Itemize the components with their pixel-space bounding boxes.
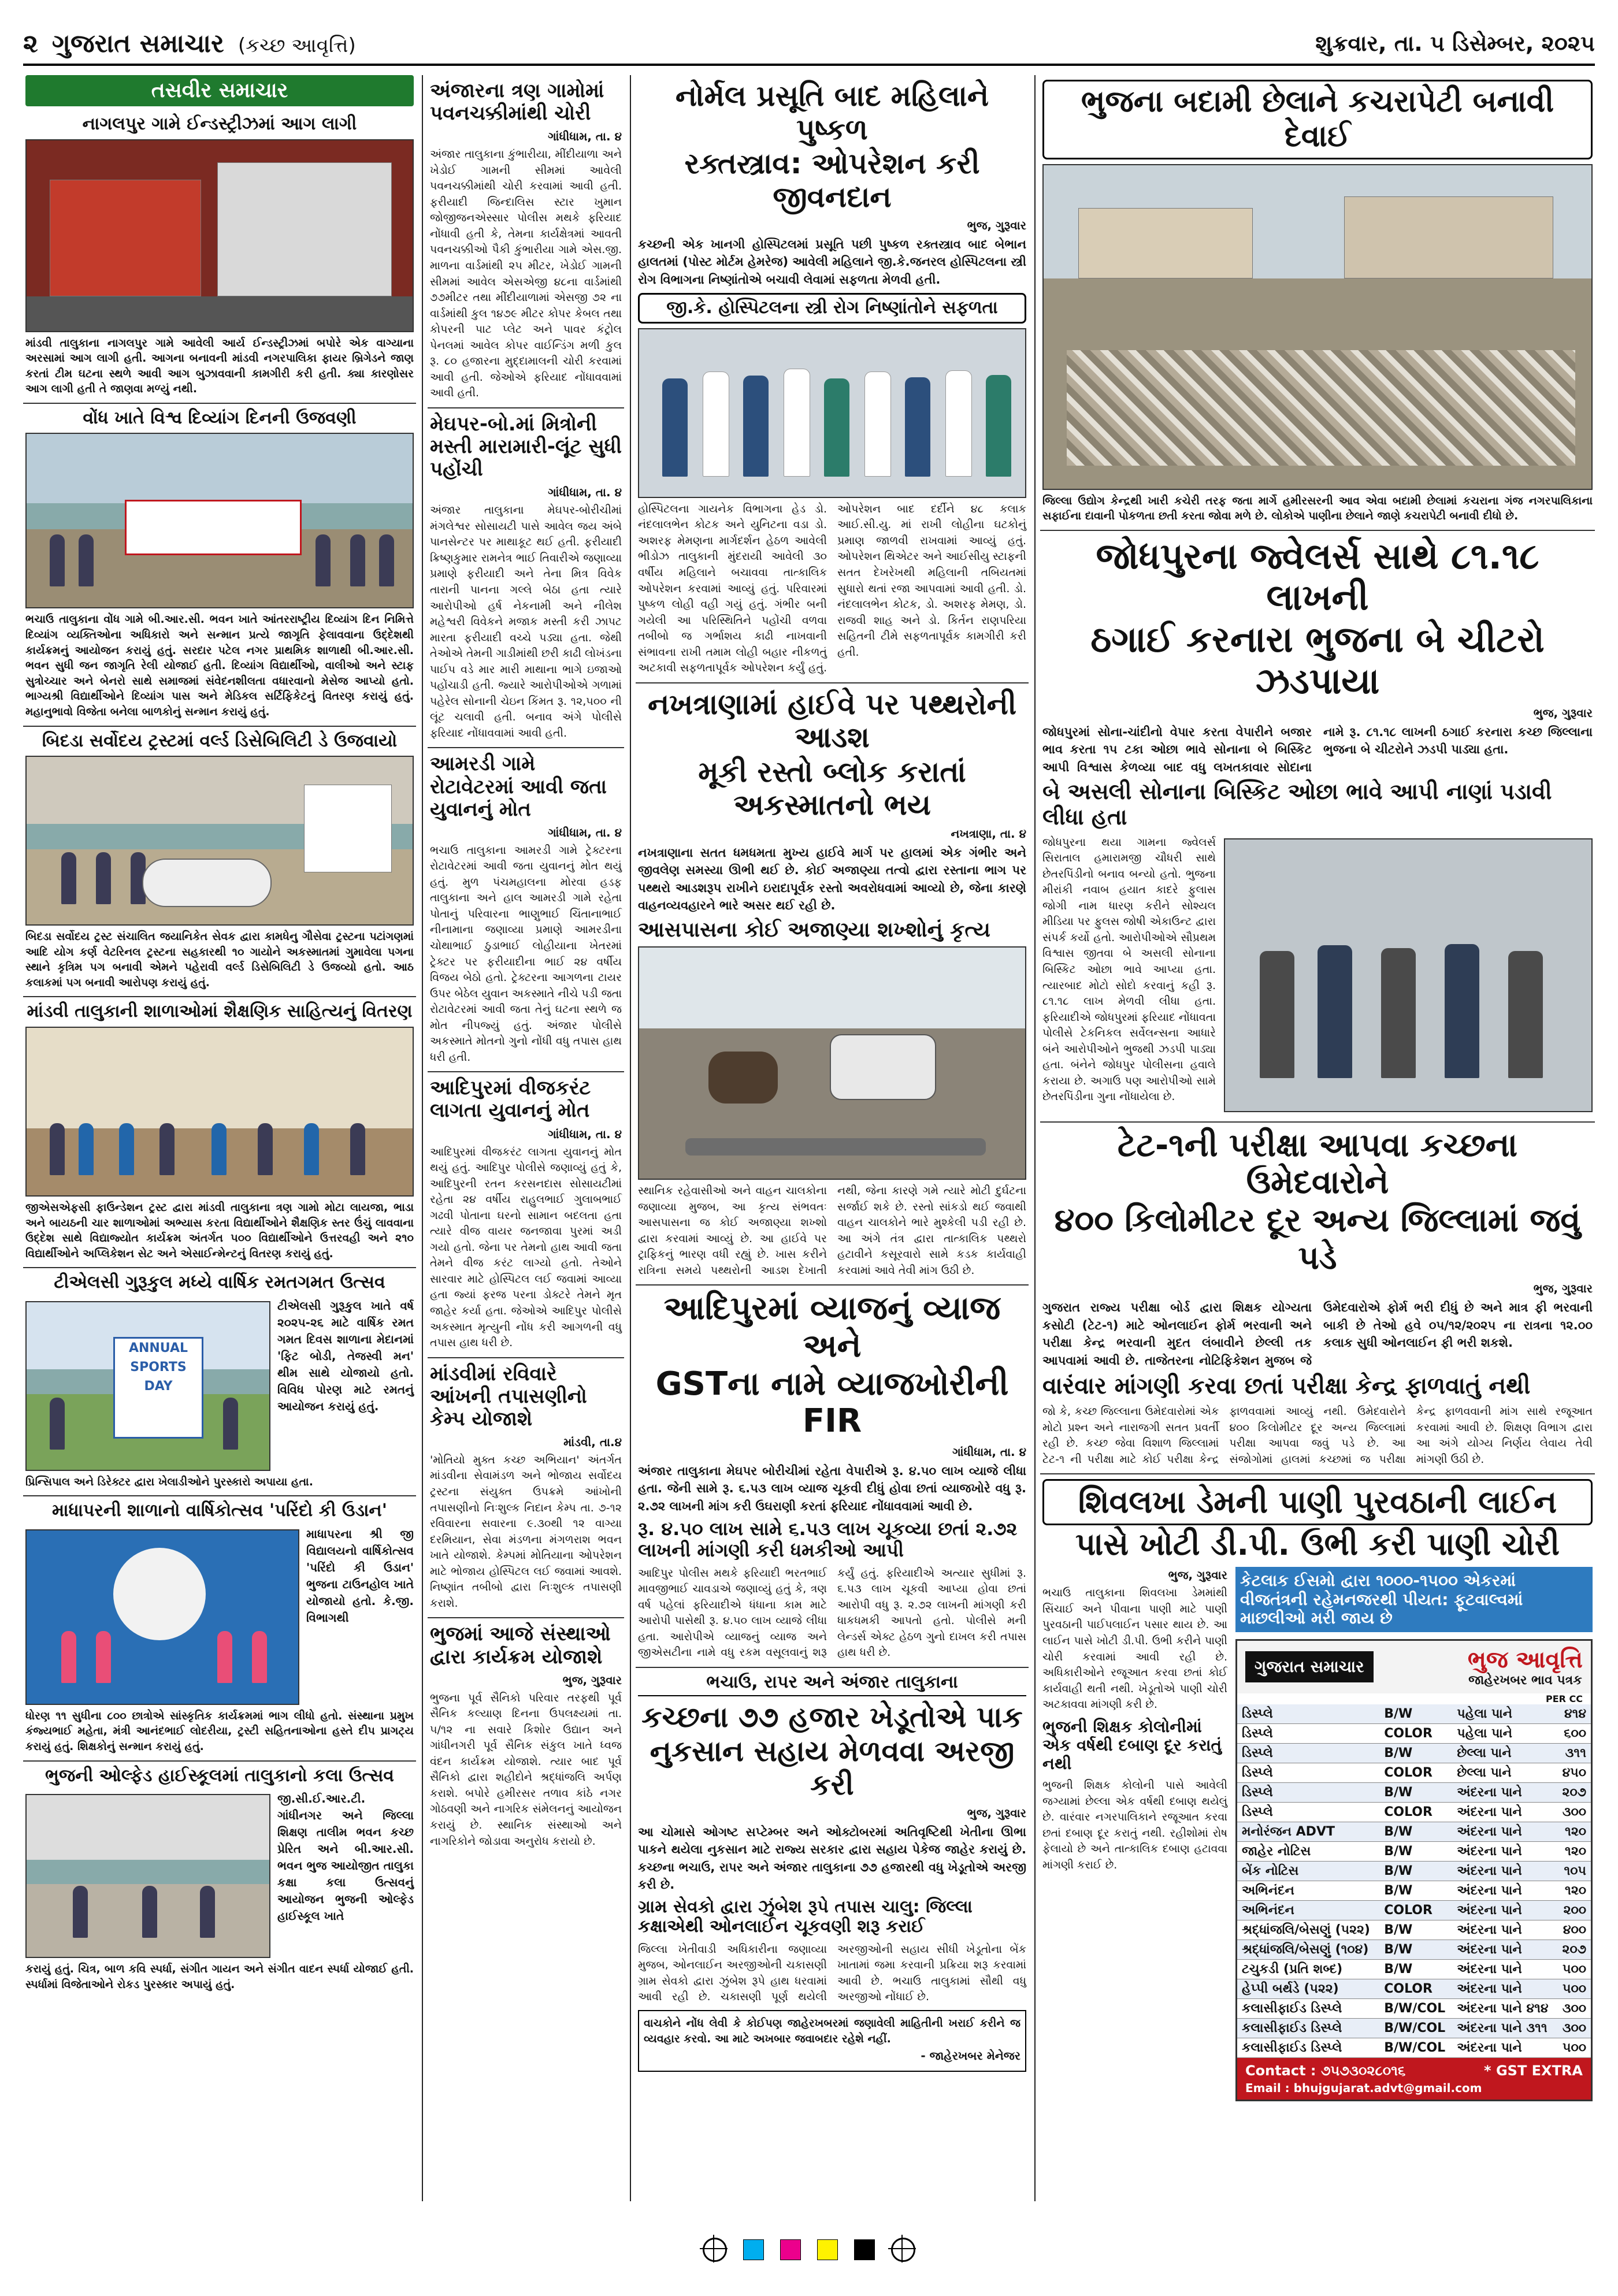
- rate-price: ૫૦૦: [1557, 1959, 1591, 1979]
- rate-position: અંદરના પાને: [1452, 1959, 1556, 1979]
- rate-row: [1237, 2038, 1591, 2057]
- headline: ભુજની ઓલ્ફેડ હાઈસ્કૂલમાં તાલુકાનો કલા ઉત્સવ: [45, 1765, 394, 1786]
- headline: આદિપુરમાં વીજકરંટ લાગતા યુવાનનું મોત: [430, 1076, 591, 1123]
- sports-photo: [25, 1301, 270, 1471]
- edition-label: (કચ્છ આવૃત્તિ): [237, 34, 356, 57]
- rate-price: ૪૦૦: [1557, 1920, 1591, 1940]
- lead-text: અંજાર તાલુકાના મેઘપર બોરીચીમાં રહેતા વેપારીએ રૂ. ૪.૫૦ લાખ વ્યાજે લીધા હતા. જેની સામે રૂ. ૬.૫૩ લાખ વ્યાજ ચૂકવી દીધું હોવા છતાં વ્યાજખોરે વધુ રૂ. ૨.૭૨ લાખની માંગ કરી ઉઘરાણી કરતાં ફરિયાદ નોંધાવવામાં આવી છે.: [638, 1463, 1026, 1513]
- dateline: ભુજ, ગુરૂવાર: [967, 1806, 1026, 1820]
- print-registration-strip: [23, 2227, 1595, 2273]
- subheadline: બે અસલી સોનાના બિસ્કિટ ઓછા ભાવે આપી નાણાં પડાવી લીધા હતા: [1042, 779, 1552, 830]
- caption: પ્રિન્સિપાલ અને ડિરેક્ટર દ્વારા ખેલાડીઓને પુરસ્કારો અપાયા હતા.: [25, 1475, 313, 1488]
- lead-text: ગુજરાત રાજ્ય પરીક્ષા બોર્ડ દ્વારા શિક્ષક યોગ્યતા કસોટી (ટેટ-૧) માટે ઓનલાઈન ફોર્મ ભરવાની અને પરીક્ષા કેન્દ્ર ભરવાની મુદત લંબાવીને છેલ્લી તક આપવામાં આવી છે. તાજેતરના નોટિફિકેશન મુજબ જે ઉમેદવારોએ ફોર્મ ભરી દીધું છે અને માત્ર ફી ભરવાની બાકી છે તેઓ હવે ૦૫/૧૨/૨૦૨૫ ના રાત્રના ૧૨.૦૦ કલાક સુધી ઓનલાઈન ફી ભરી શકશે.: [1042, 1301, 1593, 1368]
- rate-price: ૧૦૫: [1557, 1861, 1591, 1881]
- lead-text: નખત્રાણાના સતત ધમધમતા મુખ્ય હાઈવે માર્ગ પર હાલમાં એક ગંભીર અને જીવલેણ સમસ્યા ઊભી થઈ છે. કોઈ અજાણ્યા તત્વો દ્વારા રસ્તાના ભાગ પર પથ્થરો આડશરૂપ રાખીને ઇરાદાપૂર્વક રસ્તો અવરોધવામાં આવ્યો છે, જેના કારણે વાહનવ્યવહારને ભારે અસર થઈ રહી છે.: [638, 845, 1026, 913]
- rate-category: ડિસ્પ્લે: [1237, 1704, 1379, 1724]
- dateline: ભુજ, ગુરૂવાર: [1168, 1568, 1227, 1582]
- rate-position: અંદરના પાને: [1452, 1782, 1556, 1802]
- rate-category: મનોરંજન ADVT: [1237, 1822, 1379, 1841]
- rate-card-subtitle: જાહેરખબર ભાવ પત્રક: [1468, 1673, 1582, 1688]
- rate-type: B/W/COL: [1379, 1998, 1452, 2018]
- rate-row: [1237, 1861, 1591, 1881]
- rally-photo: [25, 433, 414, 608]
- headline: અંજારના ત્રણ ગામોમાં પવનચક્કીમાંથી ચોરી: [430, 79, 604, 125]
- headline: રક્તસ્ત્રાવ: ઓપરેશન કરી જીવનદાન: [684, 147, 980, 214]
- article-cow-prosthetic: [23, 727, 416, 998]
- headline: ભુજના બદામી છેલાને કચરાપેટી બનાવી દેવાઈ: [1042, 80, 1593, 159]
- masthead: [23, 23, 1595, 66]
- dateline: ગાંધીધામ, તા. ૪: [548, 825, 622, 839]
- rate-position: અંદરના પાને: [1452, 1861, 1556, 1881]
- article-annual-function: [23, 1496, 416, 1761]
- gst-note: * GST EXTRA: [1484, 2062, 1583, 2079]
- rate-category: કલાસીફાઈડ ડિસ્પ્લે: [1237, 1998, 1379, 2018]
- article-school-kits: [23, 997, 416, 1268]
- headline: આમરડી ગામે રોટાવેટરમાં આવી જતા યુવાનનું મોત: [430, 752, 607, 821]
- rate-type: B/W: [1379, 1920, 1452, 1940]
- headline: મૂકી રસ્તો બ્લોક કરાતાં અકસ્માતનો ભય: [698, 755, 966, 822]
- dateline: માંડવી, તા.૪: [563, 1435, 622, 1449]
- dateline: ગાંધીધામ, તા. ૪: [548, 1127, 622, 1141]
- rate-price: ૩૦૦: [1557, 2018, 1591, 2038]
- headline: ટીએલસી ગુરૂકુલ મધ્યે વાર્ષિક રમતગમત ઉત્સવ: [54, 1272, 385, 1293]
- rate-card-logo: ગુજરાત સમાચાર: [1245, 1651, 1374, 1682]
- stage-photo: [25, 1529, 299, 1705]
- newspaper-page: [23, 23, 1595, 2273]
- rate-type: B/W: [1379, 1704, 1452, 1724]
- rate-position: અંદરના પાને: [1452, 1900, 1556, 1920]
- headline: ૪૦૦ કિલોમીટર દૂર અન્ય જિલ્લામાં જવું પડે: [1054, 1202, 1581, 1277]
- highway-photo: [638, 946, 1026, 1180]
- column-rule: [1034, 75, 1036, 2201]
- rate-type: COLOR: [1379, 1763, 1452, 1782]
- rate-price: ૩૦૦: [1557, 1998, 1591, 2018]
- rate-category: બેંક નોટિસ: [1237, 1861, 1379, 1881]
- article-body: સ્થાનિક રહેવાસીઓ અને વાહન ચાલકોના જણાવ્યા મુજબ, આ કૃત્ય સંભવતઃ આસપાસના જ કોઈ અજાણ્યા શખ્શો દ્વારા કરવામાં આવ્યું છે. આ હાઈવે પર ટ્રાફિકનું ભારણ વધી રહ્યું છે. ખાસ કરીને રાત્રિના સમયે પથ્થરોની આડશ દેખાતી નથી, જેના કારણે ગમે ત્યારે મોટી દુર્ઘટના સર્જાઈ શકે છે. રસ્તો સાંકડો થઈ જવાથી વાહન ચાલકોને ભારે મુશ્કેલી પડી રહી છે. આ અંગે તંત્ર દ્વારા તાત્કાલિક પથ્થરો હટાવીને કસૂરવારો સામે કડક કાર્યવાહી કરવામાં આવે તેવી માંગ ઉઠી છે.: [638, 1184, 1026, 1277]
- rate-type: B/W: [1379, 1743, 1452, 1763]
- headline: આદિપુરમાં વ્યાજનું વ્યાજ અને: [663, 1290, 1001, 1365]
- caption: ભચાઉ તાલુકાના વોંધ ગામે બી.આર.સી. ભવન ખાતે આંતરરાષ્ટ્રીય દિવ્યાંગ દિન નિમિત્તે દિવ્યાંગ વ્યક્તિઓના અધિકારો અને સન્માન પ્રત્યે જાગૃતિ ફેલાવવાના ઉદ્દેશથી કાર્યક્રમનું આયોજન કરાયું હતું. સરદાર પટેલ નગર પ્રાથમિક શાળાથી બી.આર.સી. ભવન સુધી જન જાગૃતિ રેલી યોજાઈ હતી. દિવ્યાંગ વિદ્યાર્થીઓ, વાલીઓ અને સ્ટાફ સુત્રોચ્ચાર અને બેનરો સાથે સમાજમાં સંવેદનશીલતા વધારવાનો મેસેજ આપ્યો હતો. ભાગ્યશ્રી વિદ્યાર્થીઓને દિવ્યાંગ પાસ અને મેડિકલ સર્ટિફિકેટનું વિતરણ કરાયું હતું. મહાનુભાવો વિજેતા બનેલા બાળકોનું સન્માન કરાયું હતું.: [25, 613, 414, 718]
- newspaper-name: ગુજરાત સમાચાર: [51, 28, 224, 58]
- photo-news-column: [23, 75, 416, 2201]
- column-rule: [422, 75, 423, 2201]
- article-water-theft: [1040, 1474, 1595, 2107]
- headline: માધાપરની શાળાનો વાર્ષિકોત્સવ 'પરિંદો કી ઉડાન': [52, 1500, 387, 1521]
- subheadline: આસપાસના કોઈ અજાણ્યા શખ્શોનું કૃત્ય: [638, 917, 990, 942]
- rate-type: COLOR: [1379, 1723, 1452, 1743]
- rate-row: [1237, 2018, 1591, 2038]
- rate-category: શ્રદ્ધાંજલિ/બેસણું (૫૨૨): [1237, 1920, 1379, 1940]
- headline: નખત્રાણામાં હાઈવે પર પથ્થરોની આડશ: [647, 687, 1017, 755]
- rate-price: ૬૦૦: [1557, 1723, 1591, 1743]
- rate-row: [1237, 1920, 1591, 1940]
- rate-category: અભિનંદન: [1237, 1881, 1379, 1900]
- dateline: ગાંધીધામ, તા. ૪: [952, 1444, 1026, 1459]
- rate-category: ડિસ્પ્લે: [1237, 1802, 1379, 1822]
- rate-row: [1237, 1881, 1591, 1900]
- rate-position: અંદરના પાને: [1452, 1979, 1556, 1998]
- rate-position: છેલ્લા પાને: [1452, 1743, 1556, 1763]
- rate-row: [1237, 1940, 1591, 1959]
- rate-row: [1237, 1900, 1591, 1920]
- caption: માંડવી તાલુકાના નાગલપુર ગામે આવેલી આર્ય ઈન્ડસ્ટ્રીઝમાં બપોરે એક વાગ્યાના અરસામાં આગ લાગી હતી. આગના બનાવની માંડવી નગરપાલિકા ફાયર બ્રિગેડને જાણ કરતાં ટીમ ઘટના સ્થળે આવી આગ બુઝાવવાની કામગીરી કરી હતી. ક્યા કારણોસર આગ લાગી હતી તે જાણવા મળ્યું નથી.: [25, 336, 414, 396]
- headline: શિવલખા ડેમની પાણી પુરવઠાની લાઈન: [1042, 1479, 1593, 1525]
- lead-text: કચ્છની એક ખાનગી હોસ્પિટલમાં પ્રસૂતિ પછી પુષ્કળ રક્તસ્ત્રાવ બાદ બેભાન હાલતમાં (પોસ્ટ મોર્ટમ હેમરેજ) આવેલી મહિલાને જી.કે.જનરલ હોસ્પિટલના સ્ત્રી રોગ વિભાગના નિષ્ણાંતોએ બચાવી લેવામાં સફળતા મેળવી હતી.: [638, 237, 1026, 287]
- contact-email: Email : bhujgujarat.advt@gmail.com: [1245, 2080, 1482, 2095]
- cow-photo: [25, 756, 414, 926]
- article-fire: [23, 110, 416, 404]
- sports-banner-text: DAY: [144, 1379, 173, 1394]
- article-disability-day: [23, 404, 416, 727]
- article-eye-camp: [428, 1358, 624, 1619]
- article-windmill-theft: [428, 75, 624, 408]
- lead-text: જોધપુરમાં સોના-ચાંદીનો વેપાર કરતા વેપારીને બજાર ભાવ કરતા ૧૫ ટકા ઓછા ભાવે સોનાના બે બિસ્કિટ આપી વિશ્વાસ કેળવ્યા બાદ વધુ લખતકાવાર સોદાના નામે રૂ. ૮૧.૧૮ લાખની ઠગાઈ કરનારા કચ્છ જિલ્લાના ભુજના બે ચીટરોને ઝડપી પાડ્યા હતા.: [1042, 725, 1593, 774]
- students-photo: [25, 1027, 414, 1197]
- rate-position: અંદરના પાને: [1452, 1802, 1556, 1822]
- headline: ટેટ-૧ની પરીક્ષા આપવા કચ્છના ઉમેદવારોને: [1117, 1126, 1518, 1202]
- rate-card-title: ભુજ આવૃત્તિ: [1467, 1646, 1583, 1673]
- rate-type: B/W: [1379, 1782, 1452, 1802]
- sports-banner-text: SPORTS: [130, 1359, 187, 1374]
- rate-price: ૫૦૦: [1557, 2038, 1591, 2057]
- article-tet-exam: [1040, 1123, 1595, 1475]
- page-number: ૨: [23, 28, 38, 58]
- article-body: આદિપુર પોલીસ મથકે ફરિયાદી ભરતભાઈ માવજીભાઈ ચાવડાએ જણાવ્યું હતું કે, ત્રણ વર્ષ પહેલાં ફરિયાદીએ ધંધાના કામ માટે આરોપી પાસેથી રૂ. ૪.૫૦ લાખ વ્યાજે લીધા હતા. આરોપીએ વ્યાજનું વ્યાજ અને જીએસટીના નામે વધુ રકમ વસૂલવાનું શરૂ કર્યું હતું. ફરિયાદીએ અત્યાર સુધીમાં રૂ. ૬.૫૩ લાખ ચૂકવી આપ્યા હોવા છતાં આરોપી વધુ રૂ. ૨.૭૨ લાખની માંગણી કરી ધાકધમકી આપતો હતો. પોલીસે મની લેન્ડર્સ એક્ટ હેઠળ ગુનો દાખલ કરી તપાસ હાથ ધરી છે.: [638, 1566, 1026, 1659]
- rate-row: [1237, 1782, 1591, 1802]
- rate-price: ૨૦૭: [1557, 1940, 1591, 1959]
- rate-type: COLOR: [1379, 1802, 1452, 1822]
- rate-unit: PER CC: [1545, 1693, 1583, 1704]
- color-swatch: [780, 2239, 801, 2260]
- rate-type: COLOR: [1379, 1900, 1452, 1920]
- article-body: ભચાઉ તાલુકાના શિવલખા ડેમમાંથી સિંચાઈ અને પીવાના પાણી માટે પાણી પુરવઠાની પાઈપલાઈન પસાર થાય છે. આ લાઈન પાસે ખોટી ડી.પી. ઉભી કરીને પાણી ચોરી કરવામાં આવી રહી છે. અધિકારીઓને રજૂઆત કરવા છતાં કોઈ કાર્યવાહી થતી નથી. ખેડૂતોએ પાણી ચોરી અટકાવવા માંગણી કરી છે.: [1042, 1587, 1227, 1711]
- caption: ધોરણ ૧૧ સુધીના ૮૦૦ છાત્રોએ સાંસ્કૃતિક કાર્યક્રમમાં ભાગ લીધો હતો. સંસ્થાના પ્રમુખ કંજ્યભાઈ મહેતા, મંત્રી આનંદભાઈ લોદરીયા, ટ્રસ્ટી સહિતનાઓના હસ્તે દીપ પ્રાગટ્ય કરાયું હતું. શિક્ષકોનું સન્માન કરાયું હતું.: [25, 1709, 414, 1753]
- dateline: ગાંધીધામ, તા. ૪: [548, 485, 622, 500]
- subheadline: વારંવાર માંગણી કરવા છતાં પરીક્ષા કેન્દ્ર ફાળવાતું નથી: [1042, 1372, 1531, 1399]
- article-friends-fight: [428, 408, 624, 748]
- rate-price: ૧૨૦: [1557, 1841, 1591, 1861]
- registration-mark-icon: [891, 2238, 915, 2262]
- registration-mark-icon: [703, 2238, 727, 2262]
- rate-category: ડિસ્પ્લે: [1237, 1723, 1379, 1743]
- article-bhuj-program: [428, 1618, 624, 1855]
- headline: ઠગાઈ કરનારા ભુજના બે ચીટરો ઝડપાયા: [1090, 618, 1545, 702]
- rate-row: [1237, 1743, 1591, 1763]
- rate-position: અંદરના પાને ૩૧૧: [1452, 2018, 1556, 2038]
- rate-position: અંદરના પાને: [1452, 1881, 1556, 1900]
- garbage-photo: [1042, 164, 1593, 490]
- dateline: ભુજ, ગુરૂવાર: [967, 218, 1026, 232]
- rate-row: [1237, 1959, 1591, 1979]
- article-body: ભુજની શિક્ષક કોલોની પાસે આવેલી જગ્યામાં છેલ્લા એક વર્ષથી દબાણ થયેલું છે. વારંવાર નગરપાલિકાને રજૂઆત કરવા છતાં દબાણ દૂર કરાતું નથી. રહીશોમાં રોષ ફેલાયો છે અને તાત્કાલિક દબાણ હટાવવા માંગણી કરાઈ છે.: [1042, 1779, 1227, 1872]
- color-swatch: [854, 2239, 875, 2260]
- article-garbage-pond: [1040, 75, 1595, 531]
- headline: મેઘપર-બો.માં મિત્રોની મસ્તી મારામારી-લૂંટ સુધી પહોંચી: [430, 412, 622, 481]
- headline: જોધપુરના જ્વેલર્સ સાથે ૮૧.૧૮ લાખની: [1096, 534, 1539, 619]
- headline: ભુજમાં આજે સંસ્થાઓ દ્વારા કાર્યક્રમ યોજાશે: [430, 1622, 611, 1669]
- article-body: ભુજના પૂર્વ સૈનિકો પરિવાર તરફથી પૂર્વ સૈનિક કલ્યાણ દિનના ઉપલક્ષ્યમાં તા. ૫/૧૨ ના સવારે કિશોર ઉદ્યાન અને ગાંધીનગરી પૂર્વ સૈનિક સંકુલ ખાતે ધ્વજ વંદન કાર્યક્રમ યોજાશે. ત્યાર બાદ પૂર્વ સૈનિકો દ્વારા શહીદોને શ્રદ્ધાંજલિ અર્પણ કરાશે. બપોરે હમીરસર તળાવ કાંઠે નગર ગોઠવણી અને નાગરિક સંમેલનનું આયોજન કરાયું છે. સ્થાનિક સંસ્થાઓ અને નાગરિકોને જોડાવા અનુરોધ કરાયો છે.: [430, 1691, 622, 1848]
- article-body: 'મોતિયો મુક્ત કચ્છ અભિયાન' અંતર્ગત માંડવીના સેવામંડળ અને ભોજાય સર્વોદય ટ્રસ્ટના સંયુક્ત ઉપક્રમે આંખોની તપાસણીનો નિઃશુલ્ક નિદાન કેમ્પ તા. ૭-૧૨ રવિવારના સવારના ૯.૩૦થી ૧૨ વાગ્યા દરમિયાન, સેવા મંડળના મંગળરાશ ભવન ખાતે યોજાશે. કેમ્પમાં મોતિયાના ઓપરેશન માટે ભોજાય હોસ્પિટલ લઈ જવામાં આવશે. નિષ્ણાંત તબીબો દ્વારા નિઃશુલ્ક તપાસણી કરાશે.: [430, 1453, 622, 1610]
- rate-table: [1237, 1704, 1591, 2058]
- rate-price: ૫૦૦: [1557, 1979, 1591, 1998]
- rate-type: B/W: [1379, 1822, 1452, 1841]
- article-farmers-relief: [636, 1668, 1029, 2078]
- rate-row: [1237, 1723, 1591, 1743]
- rate-category: ડિસ્પ્લે: [1237, 1782, 1379, 1802]
- article-art-festival: [23, 1762, 416, 1998]
- rate-type: B/W/COL: [1379, 2018, 1452, 2038]
- rate-row: [1237, 1704, 1591, 1724]
- sports-side-text: ટીએલસી ગુરૂકુલ ખાતે વર્ષ ૨૦૨૫-૨૬ માટે વાર્ષિક રમત ગમત દિવસ શાળાના મેદાનમાં 'ફિટ બોડી, તેજસ્વી મન' થીમ સાથે યોજાયો હતો. વિવિધ પોરણ માટે રમતનું આયોજન કરાયું હતું.: [277, 1298, 414, 1413]
- caption: કરાયું હતું. ચિત્ર, બાળ કવિ સ્પર્ધા, સંગીત ગાયન અને સંગીત વાદન સ્પર્ધા યોજાઈ હતી. સ્પર્ધામાં વિજેતાઓને રોકડ પુરસ્કાર અપાયું હતું.: [25, 1963, 414, 1991]
- center-news-column: [636, 75, 1029, 2201]
- article-body: હોસ્પિટલના ગાયનેક વિભાગના હેડ ડો. નંદલાલભેન કોટક અને યુનિટના વડા ડો. અશરફ મેમણના માર્ગદર્શન હેઠળ આવેલી ભીડોઝ તાલુકાની મુંદરાયી આવેલી ૩૦ વર્ષીય મહિલાને બચાવવા તાત્કાલિક ઓપરેશન કરવામાં આવ્યું હતું. પરિવારમાં પુષ્કળ લોહી વહી ગયું હતું. ગંભીર બની ગયેલી આ પરિસ્થિતિને પહોંચી વળવા તબીબો જ ગર્ભાશય કાઢી નાખવાની સંભાવના રાખી તમામ લોહી બહાર નીકળતું અટકાવી સફળતાપૂર્વક ઓપરેશન કર્યું હતું. ઓપરેશન બાદ દર્દીને ૪૮ કલાક આઈ.સી.યુ. માં રાખી લોહીના ઘટકોનું પ્રમાણ જાળવી રાખવામાં આવ્યું હતું. ઓપરેશન થિએટર અને આઈસીયુ સ્ટાફની સતત દેખરેખથી મહિલાની તબિયતમાં સુધારો થતાં રજા આપવામાં આવી હતી. ડો. નંદલાલભેન કોટક, ડો. અશરફ મેમણ, ડો. રાજવી શાહ અને ડો. કિર્તન રાણપરિયા સહિતની ટીમે સફળતાપૂર્વક કામગીરી કરી હતી.: [638, 502, 1026, 675]
- ad-notice: વાચકોને નોંધ લેવી કે કોઈપણ જાહેરખબરમાં જણાવેલી માહિતીની ખરાઈ કરીને જ વ્યવહાર કરવો. આ માટે અખબાર જવાબદાર રહેશે નહીં.: [644, 2016, 1020, 2046]
- rate-price: ૨૦૦: [1557, 1900, 1591, 1920]
- rate-row: [1237, 1763, 1591, 1782]
- article-hospital: [636, 75, 1029, 683]
- issue-date: શુક્રવાર, તા. ૫ ડિસેમ્બર, ૨૦૨૫: [1315, 30, 1595, 56]
- dateline: ભુજ, ગુરૂવાર: [1533, 705, 1593, 720]
- rate-position: અંદરના પાને: [1452, 2038, 1556, 2057]
- dateline: ભુજ, ગુરૂવાર: [1533, 1281, 1593, 1296]
- rate-price: ૨૦૭: [1557, 1782, 1591, 1802]
- article-sports-day: [23, 1268, 416, 1496]
- ad-notice-box: [638, 2010, 1026, 2072]
- article-body: અંજાર તાલુકાના મેઘપર-બોરીચીમાં મંગલેશ્વર સોસાયટી પાસે આવેલ જય અંબે પાનસેન્ટર પર માથાકૂટ થઈ હતી. ફરીયાદી ક્રિષ્ણકુમાર રામનેત્ર ભાઈ તિવારીએ જણાવ્યા પ્રમાણે ફરીયાદી અને તેના મિત્ર વિવેક તારાની પાનના ગલ્લે બેઠા હતા ત્યારે આરોપીઓ હર્ષ નેકનામી અને નીલેશ મહેશ્વરી વિવેકને મજાક મસ્તી કરી ઝાપટ મારતા ફરીયાદી વચ્ચે પડ્યા હતા. જેથી તેઓએ તેમની ગાડીમાંથી છરી કાઢી લોખંડના પાઈપ વડે માર મારી માથાના ભાગે ઇજાઓ પહોંચાડી હતી. જ્યારે આરોપીઓએ ગળામાં પહેરેલ સોનાની ચેઇન કિંમત રૂ. ૧૨,૫૦૦ ની લૂંટ ચલાવી હતી. બનાવ અંગે પોલીસે ફરિયાદ નોંધાવવામાં આવી હતી.: [430, 504, 622, 740]
- rate-type: B/W: [1379, 1841, 1452, 1861]
- section-banner: તસવીર સમાચાર: [25, 75, 414, 106]
- rate-category: હેપ્પી બર્થડે (૫૨૨): [1237, 1979, 1379, 1998]
- art-festival-photo: [25, 1794, 270, 1958]
- headline: નોર્મલ પ્રસૂતિ બાદ મહિલાને પુષ્કળ: [675, 79, 989, 146]
- headline: નાગલપુર ગામે ઈન્ડસ્ટ્રીઝમાં આગ લાગી: [82, 114, 357, 134]
- rate-type: B/W: [1379, 1861, 1452, 1881]
- accused-photo: [1224, 838, 1593, 1112]
- article-body: જિલ્લા ખેતીવાડી અધિકારીના જણાવ્યા મુજબ, ઓનલાઈન અરજીઓની ચકાસણી ગ્રામ સેવકો દ્વારા ઝુંબેશ રૂપે હાથ ધરવામાં આવી રહી છે. ચકાસણી પૂર્ણ થયેલી અરજીઓની સહાય સીધી ખેડૂતોના બેંક ખાતામાં જમા કરવાની પ્રક્રિયા શરૂ કરવામાં આવી છે. ભચાઉ તાલુકામાં સૌથી વધુ અરજીઓ નોંધાઈ છે.: [638, 1942, 1026, 2004]
- article-body: જોધપુરના થયા ગામના જ્વેલર્સ સિરાતાલ હમારામજી ચૌધરી સાથે છેતરપિંડીનો બનાવ બન્યો હતો. ભુજના મીરાંકી નવાબ હયાત કાદરે ફુલાસ જોગી નામ ધારણ કરીને સોશ્યલ મીડિયા પર ફુલસ જોષી એકાઉન્ટ દ્વારા સંપર્ક કર્યો હતો. આરોપીઓએ સૌપ્રથમ વિશ્વાસ જીતવા બે અસલી સોનાના બિસ્કિટ ઓછા ભાવે આપ્યા હતા. ત્યારબાદ મોટો સોદો કરવાનું કહી રૂ. ૮૧.૧૮ લાખ મેળવી લીધા હતા. ફરિયાદીએ જોધપુરમાં ફરિયાદ નોંધાવતા પોલીસે ટેકનિકલ સર્વેલન્સના આધારે બંને આરોપીઓને ભુજથી ઝડપી પાડ્યા હતા. બંનેને જોધપુર પોલીસના હવાલે કરાયા છે. અગાઉ પણ આરોપીઓ સામે છેતરપિંડીના ગુના નોંધાયેલા છે.: [1042, 835, 1216, 1104]
- rate-type: B/W/COL: [1379, 2038, 1452, 2057]
- rate-position: છેલ્લા પાને: [1452, 1763, 1556, 1782]
- headline: પાસે ખોટી ડી.પી. ઉભી કરી પાણી ચોરી: [1075, 1526, 1560, 1563]
- headline: કચ્છના ૭૭ હજાર ખેડૂતોએ પાક: [641, 1700, 1023, 1734]
- rate-type: B/W: [1379, 1959, 1452, 1979]
- rate-card-contact-bar: [1237, 2058, 1591, 2100]
- rate-row: [1237, 1979, 1591, 1998]
- rate-category: અભિનંદન: [1237, 1900, 1379, 1920]
- article-jeweller-fraud: [1040, 531, 1595, 1123]
- rate-price: ૧૨૦: [1557, 1822, 1591, 1841]
- sports-banner-text: ANNUAL: [128, 1340, 188, 1355]
- rate-category: કલાસીફાઈડ ડિસ્પ્લે: [1237, 2038, 1379, 2057]
- rate-position: અંદરના પાને: [1452, 1920, 1556, 1940]
- caption: બિદડા સર્વોદય ટ્રસ્ટ સંચાલિત જયાનિકેત સેવક દ્વારા કામધેનુ ગૌસેવા ટ્રસ્ટના પટાંગણમાં આદિ યોગ કર્ણ વેટરિનલ ટ્રસ્ટના સહકારથી ૧૦ ગાયોને અકસ્માતમાં ગુમાવેલા પગના સ્થાને કૃત્રિમ પગ બનાવી એમને પહેરાવી વર્લ્ડ ડિસેબિલિટી ડે ઉજવ્યો હતો. આઠ કલાકમાં પગ બનાવી આરોપણ કરાયું હતું.: [25, 930, 414, 989]
- article-electric-shock: [428, 1072, 624, 1358]
- rate-price: ૩૧૧: [1557, 1743, 1591, 1763]
- rate-category: ડિસ્પ્લે: [1237, 1743, 1379, 1763]
- rate-position: અંદરના પાને: [1452, 1940, 1556, 1959]
- subheadline: જી.કે. હોસ્પિટલના સ્ત્રી રોગ નિષ્ણાંતોને સફળતા: [638, 293, 1026, 324]
- rate-type: B/W: [1379, 1881, 1452, 1900]
- headline: માંડવી તાલુકાની શાળાઓમાં શૈક્ષણિક સાહિત્યનું વિતરણ: [27, 1001, 413, 1022]
- color-swatch: [817, 2239, 838, 2260]
- article-body: અંજાર તાલુકાના કુંભારીયા, મીંદીયાળા અને ખેડોઈ ગામની સીમમાં આવેલી પવનચક્કીમાંથી ચોરી કરવામાં આવી હતી. ફરીયાદી જિન્દાલિસ સ્ટાર ખુમાન જોજીજનએસ્સાર પોલીસ મથકે ફરિયાદ નોંધાવી હતી કે, તેમના કાર્યક્ષેત્રમાં આવતી પવનચક્કીઓ પૈકી કુંભારીયા ગામે એસ.જી. માળના વાર્ડમાંથી ૨૫ મીટર, ખેડોઈ ગામની સીમમાં આવેલ એસએજી ૪૮ના વાર્ડમાંથી ૭૭મીટર તથા મીંદીયાળામાં એસજી ૭૨ ના વાર્ડમાંથી કુલ ૧૪૭૯ મીટર કોપર કેબલ તથા કોપરની પાટ પ્લેટ અને પાવર કંટ્રોલ પેનલમાં આવેલ કોપર વાઈન્ડિંગ મળી કુલ રૂ. ૮૦ હજારના મુદ્દામાલની ચોરી કરવામાં આવી હતી. જેઓએ ફરિયાદ નોંધાવવામાં આવી હતી.: [430, 148, 622, 400]
- dateline: ગાંધીધામ, તા. ૪: [548, 129, 622, 144]
- rate-type: B/W: [1379, 1940, 1452, 1959]
- rate-position: અંદરના પાને: [1452, 1841, 1556, 1861]
- article-highway-block: [636, 683, 1029, 1286]
- dateline: નખત્રાણા, તા. ૪: [951, 826, 1026, 841]
- subheadline: રૂ. ૪.૫૦ લાખ સામે ૬.૫૩ લાખ ચૂકવ્યા છતાં ૨.૭૨ લાખની માંગણી કરી ધમકીઓ આપી: [638, 1518, 1018, 1561]
- rate-price: ૪૧૪: [1557, 1704, 1591, 1724]
- article-rotavator-death: [428, 748, 624, 1072]
- rate-position: અંદરના પાને ૪૧૪: [1452, 1998, 1556, 2018]
- headline: બિદડા સર્વોદય ટ્રસ્ટમાં વર્લ્ડ ડિસેબિલિટી ડે ઉજવાયો: [42, 730, 398, 751]
- headline: GSTના નામે વ્યાજખોરીની FIR: [655, 1365, 1009, 1440]
- dateline: ભુજ, ગુરૂવાર: [562, 1673, 622, 1687]
- headline: નુકસાન સહાય મેળવવા અરજી કરી: [650, 1734, 1015, 1801]
- rate-category: ડિસ્પ્લે: [1237, 1763, 1379, 1782]
- rate-category: ટચુકડી (પ્રતિ શબ્દ): [1237, 1959, 1379, 1979]
- subheadline: ગ્રામ સેવકો દ્વારા ઝુંબેશ રૂપે તપાસ ચાલુ: જિલ્લા કક્ષાએથી ઓનલાઈન ચૂકવણી શરૂ કરાઈ: [638, 1896, 973, 1937]
- art-side-text: જી.સી.ઈ.આર.ટી. ગાંધીનગર અને જિલ્લા શિક્ષણ તાલીમ ભવન કચ્છ પ્રેરિત અને બી.આર.સી. ભવન ભુજ આયોજીત તાલુકા કક્ષા કલા ઉત્સવનું આયોજન ભુજની ઓલ્ફેડ હાઈસ્કૂલ ખાતે: [277, 1792, 414, 1923]
- article-usury-fir: [636, 1286, 1029, 1668]
- rate-position: પહેલા પાને: [1452, 1704, 1556, 1724]
- article-body: આદિપુરમાં વીજકરંટ લાગતા યુવાનનું મોત થયું હતું. આદિપુર પોલીસે જણાવ્યું હતું કે, આદિપુરની રતન કરસનદાસ સોસાયટીમાં રહેતા ૨૪ વર્ષીય રાહુલભાઈ ગુલાબભાઈ ગઢવી પોતાના ઘરનો સામાન બદલતા હતા ત્યારે વીજ વાયર જનજાવા પુરમાં અડી ગયો હતો. જેના પર તેમનો હાથ આવી જતા તેમને વીજ કરંટ લાગ્યો હતો. તેઓને સારવાર માટે હોસ્પિટલ લઈ જવામાં આવ્યા હતા જ્યાં ફરજ પરના ડોક્ટરે તેમને મૃત જાહેર કર્યા હતા. જેઓએ આદિપુર પોલીસે અકસ્માત મૃત્યુની નોંધ કરી આગળની વધુ તપાસ હાથ ધરી છે.: [430, 1145, 622, 1350]
- rate-price: ૪૫૦: [1557, 1763, 1591, 1782]
- right-news-column: [1040, 75, 1595, 2201]
- article-body: ભચાઉ તાલુકાના આમરડી ગામે ટ્રેક્ટરના રોટાવેટરમાં આવી જતા યુવાનનું મોત થયું હતું. મુળ પંચમહાલના મોરવા હડફ તાલુકાના અને હાલ આમરડી ગામે રહેતા પોતાનું પરિવારના ભાણુભાઈ ચિંતાનાભાઈ નીનામાના જણાવ્યા પ્રમાણે આમરડીના ચોથાભાઈ ઠુડાભાઈ લોહીયાના ખેતરમાં ટ્રેક્ટર પર ફરીયાદીના ભાઈ ૨૪ વર્ષીય વિજય બેઠો હતો. ટ્રેક્ટરના આગળના ટાયર ઉપર બેઠેલ યુવાન અકસ્માતે નીચે પડી જતા રોટાવેટરમાં આવી જતા તેનું ઘટના સ્થળે જ મોત નીપજ્યું હતું. અંજાર પોલીસે અકસ્માતે મોતનો ગુનો નોંધી વધુ તપાસ હાથ ધરી હતી.: [430, 844, 622, 1064]
- rate-row: [1237, 1822, 1591, 1841]
- article-body: જો કે, કચ્છ જિલ્લાના ઉમેદવારોમાં એક મોટો પ્રશ્ન અને નારાજગી સતત પ્રવર્તી રહી છે. કચ્છ જેવા વિશાળ જિલ્લામાં ટેટ-૧ ની પરીક્ષા માટે કોઈ પરીક્ષા કેન્દ્ર ફાળવવામાં આવ્યું નથી. ઉમેદવારોને ૪૦૦ કિલોમીટર દૂર અન્ય જિલ્લામાં પરીક્ષા આપવા જવું પડે છે. આ સંજોગોમાં હાલમાં કચ્છમાં જ પરીક્ષા કેન્દ્ર ફાળવવાની માંગ સાથે રજૂઆત કરવામાં આવી છે. શિક્ષણ વિભાગ દ્વારા આ અંગે યોગ્ય નિર્ણય લેવાય તેવી માંગણી ઉઠી છે.: [1042, 1405, 1593, 1466]
- contact-number: Contact : ૭૫૭૩૦૨૮૦૧૬: [1245, 2062, 1406, 2079]
- side-headline: કેટલાક ઈસમો દ્વારા ૧૦૦૦-૧૫૦૦ એકરમાં વીજતંત્રની રહેમનજરથી પીયત: ફૂટવાલ્વમાં માછલીઓ મરી જાય છે: [1235, 1567, 1593, 1632]
- headline: માંડવીમાં રવિવારે આંખની તપાસણીનો કેમ્પ યોજાશે: [430, 1362, 587, 1431]
- function-side-text: માધાપરના શ્રી જી વિદ્યાલયનો વાર્ષિકોત્સવ 'પરિંદો કી ઉડાન' ભુજના ટાઉનહોલ ખાતે યોજાયો હતો. કે.જી. વિભાગથી: [306, 1526, 414, 1625]
- rate-category: કલાસીફાઈડ ડિસ્પ્લે: [1237, 2018, 1379, 2038]
- column-rule: [630, 75, 631, 2201]
- rate-row: [1237, 1841, 1591, 1861]
- subheadline: ભુજની શિક્ષક કોલોનીમાં એક વર્ષથી દબાણ દૂર કરાતું નથી: [1042, 1717, 1222, 1774]
- rate-price: ૧૨૦: [1557, 1881, 1591, 1900]
- headline: વોંધ ખાતે વિશ્વ દિવ્યાંગ દિનની ઉજવણી: [83, 407, 357, 428]
- ad-rate-card: [1235, 1639, 1593, 2101]
- fire-photo: [25, 139, 414, 332]
- caption: જિલ્લા ઉદ્યોગ કેન્દ્રથી ખારી કચેરી તરફ જતા માર્ગે હમીરસરની આવ એવા બદામી છેલામાં કચરાના ગંજ નગરપાલિકાના સફાઈના દાવાની પોકળતા છતી કરતા જોવા મળે છે. લોકોએ પાણીના છેલાને જાણે કચરાપેટી બનાવી દીધો છે.: [1042, 494, 1593, 523]
- caption: જીએસએફસી ફાઉન્ડેશન ટ્રસ્ટ દ્વારા માંડવી તાલુકાના ત્રણ ગામો મોટા લાયજા, ભાડા અને બાયઠની ચાર શાળાઓમાં અભ્યાસ કરતા વિદ્યાર્થીઓને શૈક્ષણિક સ્તર ઉંચું લાવવાના ઉદ્દેશ સાથે વિદ્યાજ્યોત કાર્યક્રમ અંતર્ગત ૫૦૦ વિદ્યાર્થીઓને ઉત્તરવહી અને ૨૧૦ વિદ્યાર્થીઓને અપ્લિકેશન સેટ અને એસાઈન્મેન્ટનું વિતરણ કરાયું હતું.: [25, 1201, 414, 1260]
- ad-notice-sign: - જાહેરખબર મેનેજર: [921, 2049, 1020, 2063]
- doctors-photo: [638, 328, 1026, 498]
- rate-row: [1237, 1998, 1591, 2018]
- rate-category: શ્રદ્ધાંજલિ/બેસણું (૧૦૪): [1237, 1940, 1379, 1959]
- color-swatch: [743, 2239, 764, 2260]
- rate-row: [1237, 1802, 1591, 1822]
- kicker: ભચાઉ, રાપર અને અંજાર તાલુકાના: [638, 1673, 1026, 1696]
- rate-position: અંદરના પાને: [1452, 1822, 1556, 1841]
- rate-category: જાહેર નોટિસ: [1237, 1841, 1379, 1861]
- rate-position: પહેલા પાને: [1452, 1723, 1556, 1743]
- rate-type: COLOR: [1379, 1979, 1452, 1998]
- rate-price: ૩૦૦: [1557, 1802, 1591, 1822]
- lead-text: આ ચોમાસે ઓગષ્ટ સપ્ટેમ્બર અને ઓક્ટોબરમાં અતિવૃષ્ટિથી ખેતીના ઊભા પાકને થયેલા નુકસાન માટે રાજ્ય સરકાર દ્વારા સહાય પેકેજ જાહેર કરાયું છે. કચ્છના ભચાઉ, રાપર અને અંજાર તાલુકાના ૭૭ હજારથી વધુ ખેડૂતોએ અરજી કરી છે.: [638, 1825, 1026, 1892]
- short-news-column: [428, 75, 624, 2201]
